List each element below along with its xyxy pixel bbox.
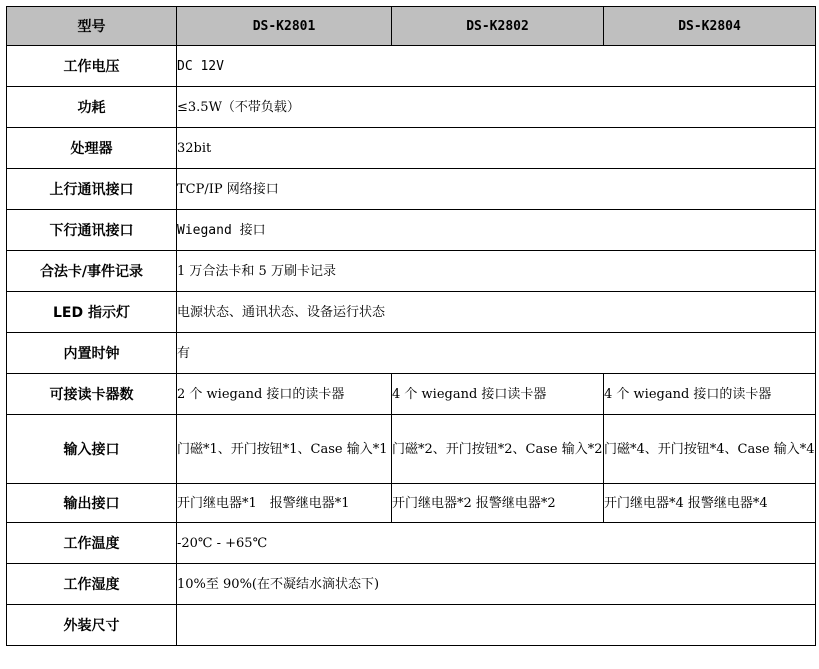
row-label-processor: 处理器 [7, 128, 177, 169]
table-row [7, 484, 816, 523]
model-header-2: DS-K2802 [392, 7, 604, 46]
value-readers-k2804: 4 个 wiegand 接口的读卡器 [604, 374, 816, 415]
model-header-1: DS-K2801 [177, 7, 392, 46]
row-label-led: LED 指示灯 [7, 292, 177, 333]
table-row [7, 292, 816, 333]
value-outputs-k2802: 开门继电器*2 报警继电器*2 [392, 484, 604, 523]
table-row [7, 333, 816, 374]
row-label-clock: 内置时钟 [7, 333, 177, 374]
table-row [7, 210, 816, 251]
table-row [7, 523, 816, 564]
value-clock: 有 [177, 333, 816, 374]
value-inputs-k2804: 门磁*4、开门按钮*4、Case 输入*4 [604, 415, 816, 484]
value-outputs-k2804: 开门继电器*4 报警继电器*4 [604, 484, 816, 523]
value-humidity: 10%至 90%(在不凝结水滴状态下) [177, 564, 816, 605]
table-row [7, 128, 816, 169]
value-uplink: TCP/IP 网络接口 [177, 169, 816, 210]
value-power: ≤3.5W（不带负载） [177, 87, 816, 128]
value-inputs-k2801: 门磁*1、开门按钮*1、Case 输入*1 [177, 415, 392, 484]
table-row [7, 374, 816, 415]
value-voltage: DC 12V [177, 46, 816, 87]
model-header-3: DS-K2804 [604, 7, 816, 46]
value-outputs-k2801: 开门继电器*1 报警继电器*1 [177, 484, 392, 523]
table-row [7, 87, 816, 128]
table-row [7, 251, 816, 292]
row-label-outputs: 输出接口 [7, 484, 177, 523]
row-label-temperature: 工作温度 [7, 523, 177, 564]
header-label: 型号 [7, 7, 177, 46]
row-label-records: 合法卡/事件记录 [7, 251, 177, 292]
table-row [7, 169, 816, 210]
row-label-power: 功耗 [7, 87, 177, 128]
row-label-voltage: 工作电压 [7, 46, 177, 87]
value-processor: 32bit [177, 128, 816, 169]
header-row [7, 7, 816, 46]
value-readers-k2802: 4 个 wiegand 接口读卡器 [392, 374, 604, 415]
value-dimensions [177, 605, 816, 646]
table-row [7, 415, 816, 484]
table-row [7, 46, 816, 87]
row-label-uplink: 上行通讯接口 [7, 169, 177, 210]
value-temperature: -20℃ - +65℃ [177, 523, 816, 564]
row-label-humidity: 工作湿度 [7, 564, 177, 605]
value-readers-k2801: 2 个 wiegand 接口的读卡器 [177, 374, 392, 415]
row-label-downlink: 下行通讯接口 [7, 210, 177, 251]
value-inputs-k2802: 门磁*2、开门按钮*2、Case 输入*2 [392, 415, 604, 484]
table-row [7, 605, 816, 646]
spec-table [6, 6, 816, 646]
value-downlink: Wiegand 接口 [177, 210, 816, 251]
value-led: 电源状态、通讯状态、设备运行状态 [177, 292, 816, 333]
value-records: 1 万合法卡和 5 万刷卡记录 [177, 251, 816, 292]
row-label-dimensions: 外装尺寸 [7, 605, 177, 646]
row-label-readers: 可接读卡器数 [7, 374, 177, 415]
row-label-inputs: 输入接口 [7, 415, 177, 484]
table-row [7, 564, 816, 605]
